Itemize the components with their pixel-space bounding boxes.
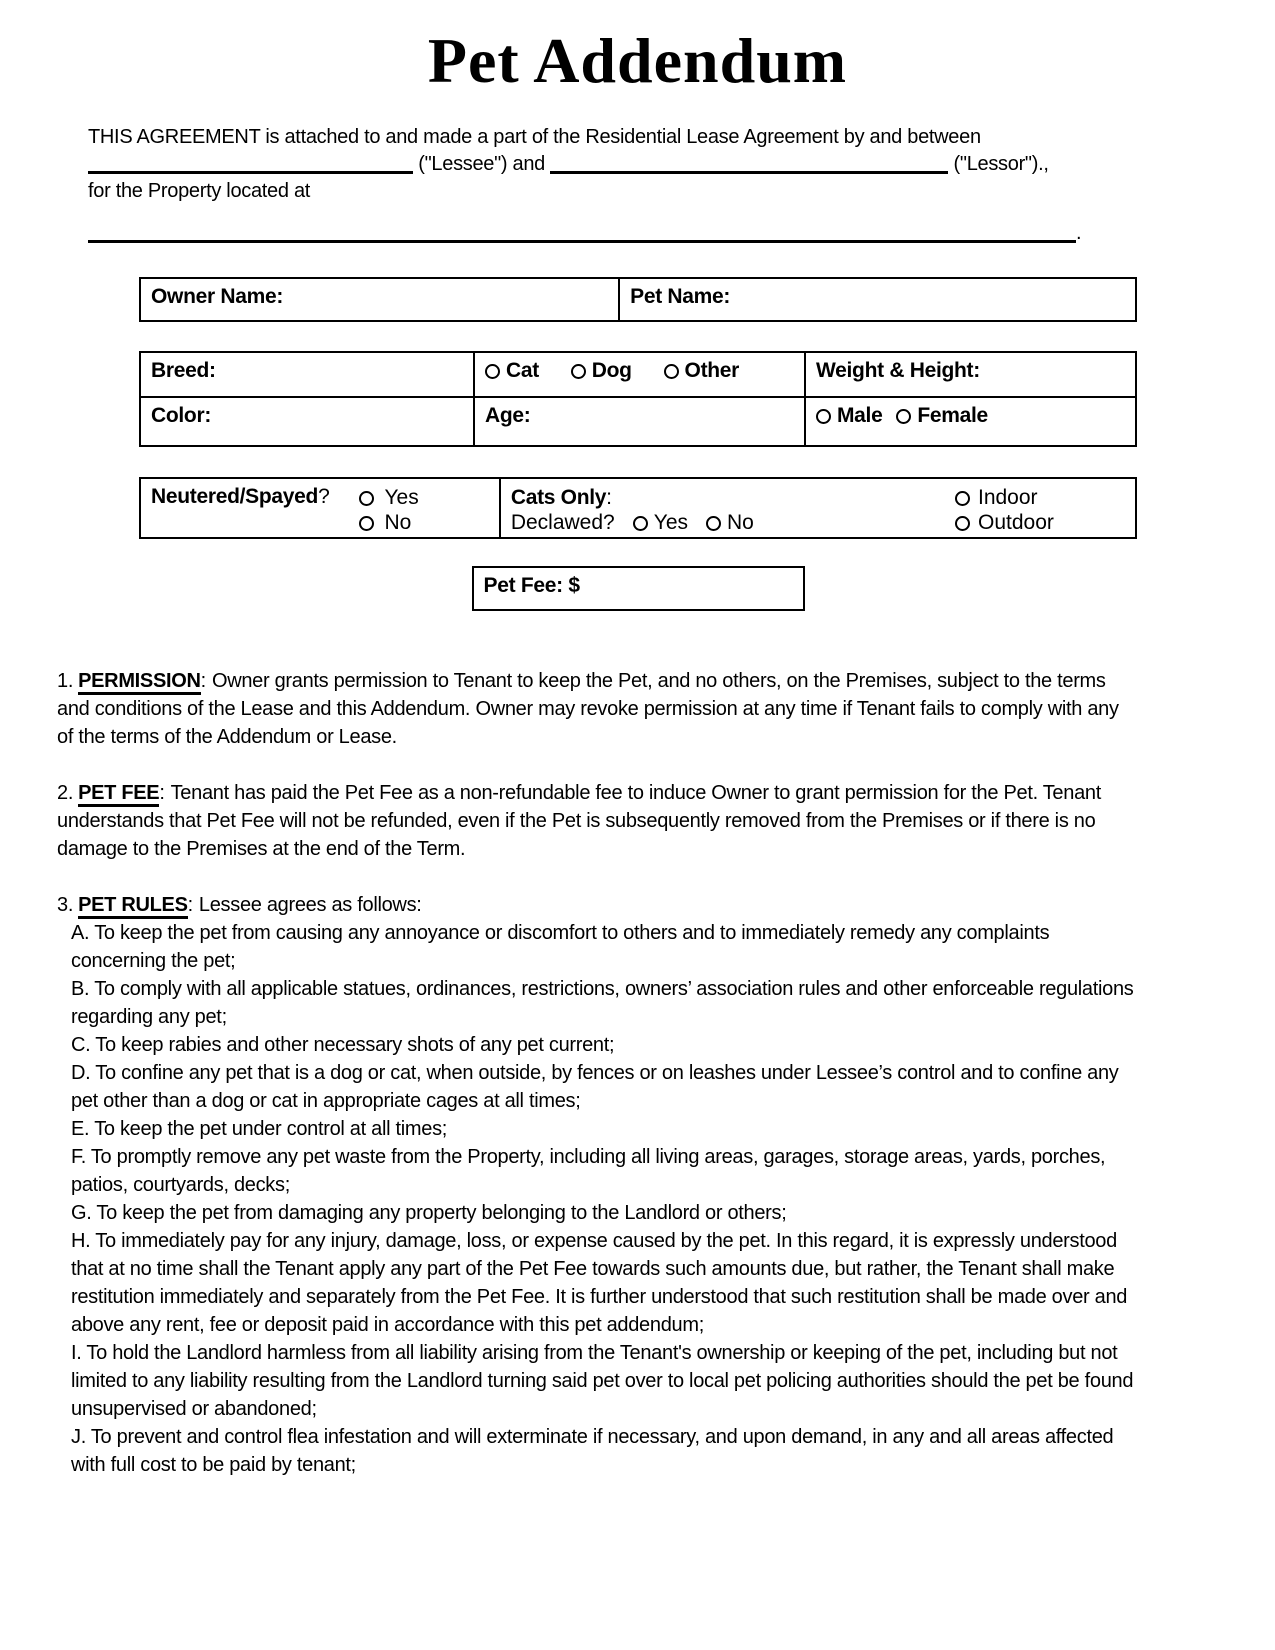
- section-1-heading: PERMISSION: [78, 670, 201, 695]
- cats-only-row-2: [511, 510, 1125, 535]
- section-1-body: Owner grants permission to Tenant to keep the Pet, and no others, on the Premises, subject to the terms and conditions of the Lease and this Addendum. Owner may revoke permission at any time if Tenant fails to comply with any of the terms of the Addendum or Lease.: [57, 670, 1119, 749]
- section-pet-rules: [57, 891, 1135, 1479]
- addendum-sections: [57, 667, 1135, 1479]
- neutered-spayed-qmark: ?: [318, 485, 330, 509]
- sex-field: [804, 398, 1135, 445]
- section-3-heading: PET RULES: [78, 894, 188, 919]
- dog-label: Dog: [591, 359, 632, 383]
- neutered-yes-radio[interactable]: [359, 491, 374, 506]
- pet-form-area: [139, 277, 1137, 611]
- section-1-number: 1.: [57, 670, 74, 693]
- section-3-number: 3.: [57, 894, 74, 917]
- intro-line-3: for the Property located at: [88, 180, 311, 203]
- pet-rule-a: A. To keep the pet from causing any annoyance or discomfort to others and to immediately remedy any complaints concerning the pet;: [71, 922, 1050, 973]
- outdoor-radio[interactable]: [955, 516, 970, 531]
- pet-rules-list: [57, 919, 1135, 1479]
- pet-fee-label: Pet Fee: $: [483, 574, 580, 598]
- indoor-radio[interactable]: [955, 491, 970, 506]
- pet-rule-h: H. To immediately pay for any injury, damage, loss, or expense caused by the pet. In this regard, it is expressly understood that at no time shall the Tenant apply any part of the Pet Fee towards such amounts due, but rather, the Tenant shall make restitution immediately and separately from the Pet Fee. It is further understood that such restitution shall be made over and above any rent, fee or deposit paid in accordance with this pet addendum;: [71, 1230, 1128, 1337]
- pet-fee-box[interactable]: [472, 566, 805, 611]
- property-address-blank[interactable]: [88, 223, 1076, 243]
- male-radio[interactable]: [816, 409, 831, 424]
- age-label: Age:: [484, 404, 531, 428]
- declawed-no-radio[interactable]: [706, 516, 721, 531]
- intro-paragraph: [88, 124, 1098, 247]
- lessor-name-blank[interactable]: [550, 154, 948, 174]
- pet-rule-b: B. To comply with all applicable statues, ordinances, restrictions, owners’ association rules and other enforceable regulations regarding any pet;: [71, 978, 1134, 1029]
- declawed-label: Declawed?: [510, 511, 615, 535]
- cats-only-row-1: [511, 485, 1125, 510]
- document-title: Pet Addendum: [427, 25, 848, 96]
- breed-label: Breed:: [151, 359, 216, 383]
- section-2-separator: :: [159, 782, 165, 805]
- pet-rule-f: F. To promptly remove any pet waste from the Property, including all living areas, garages, storage areas, yards, porches, patios, courtyards, decks;: [71, 1146, 1106, 1197]
- section-2-body: Tenant has paid the Pet Fee as a non-refundable fee to induce Owner to grant permission for the Pet. Tenant understands that Pet Fee will not be refunded, even if the Pet is subsequently removed from the Premises or if there is no damage to the Premises at the end of the Term.: [57, 782, 1101, 861]
- female-label: Female: [917, 404, 988, 428]
- breed-field[interactable]: [141, 353, 473, 396]
- pet-info-row-1: [141, 353, 1135, 396]
- owner-name-field[interactable]: [141, 279, 618, 320]
- cat-label: Cat: [505, 359, 539, 383]
- lessee-name-blank[interactable]: [88, 154, 413, 174]
- cat-radio[interactable]: [485, 364, 500, 379]
- pet-name-label: Pet Name:: [630, 285, 731, 309]
- section-pet-fee: [57, 779, 1135, 863]
- pet-rule-g: G. To keep the pet from damaging any property belonging to the Landlord or others;: [71, 1202, 787, 1225]
- intro-line-4: [88, 220, 1098, 247]
- cats-only-label: Cats Only: [510, 486, 607, 510]
- intro-line-1: THIS AGREEMENT is attached to and made a part of the Residential Lease Agreement by and between: [88, 126, 981, 149]
- color-field[interactable]: [141, 398, 473, 445]
- section-3-intro: [57, 891, 1135, 919]
- age-field[interactable]: [473, 398, 804, 445]
- male-label: Male: [836, 404, 883, 428]
- neutered-spayed-field: [141, 479, 499, 537]
- section-3-separator: :: [187, 894, 193, 917]
- owner-info-table: [139, 277, 1137, 322]
- pet-type-field: [473, 353, 804, 396]
- lessee-label: ("Lessee") and: [418, 153, 546, 176]
- declawed-yes-label: Yes: [653, 511, 688, 535]
- cats-only-colon: :: [606, 486, 612, 510]
- color-label: Color:: [151, 404, 212, 428]
- neutered-no-radio[interactable]: [359, 516, 374, 531]
- section-2-number: 2.: [57, 782, 74, 805]
- pet-rule-j: J. To prevent and control flea infestation and will exterminate if necessary, and upon demand, in any and all areas affected with full cost to be paid by tenant;: [71, 1426, 1114, 1477]
- cats-only-field: [499, 479, 1135, 537]
- neutered-no-label: No: [384, 511, 412, 535]
- intro-line-2: [88, 151, 1098, 178]
- status-table: [139, 477, 1137, 539]
- owner-name-label: Owner Name:: [151, 285, 284, 309]
- neutered-spayed-label: Neutered/Spayed: [151, 485, 319, 509]
- outdoor-label: Outdoor: [977, 511, 1054, 535]
- lessor-label: ("Lessor").,: [953, 153, 1049, 176]
- other-label: Other: [684, 359, 740, 383]
- intro-period: .: [1076, 222, 1082, 245]
- indoor-label: Indoor: [977, 486, 1038, 510]
- other-radio[interactable]: [664, 364, 679, 379]
- pet-info-row-2: [141, 396, 1135, 445]
- pet-info-table: [139, 351, 1137, 447]
- outdoor-option: [955, 510, 1125, 535]
- neutered-yes-label: Yes: [384, 486, 419, 510]
- pet-rule-c: C. To keep rabies and other necessary shots of any pet current;: [71, 1034, 615, 1057]
- neutered-options: [359, 485, 419, 535]
- pet-rule-e: E. To keep the pet under control at all times;: [71, 1118, 448, 1141]
- declawed-yes-radio[interactable]: [633, 516, 648, 531]
- section-2-heading: PET FEE: [78, 782, 159, 807]
- pet-rule-d: D. To confine any pet that is a dog or cat, when outside, by fences or on leashes under Lessee’s control and to confine any pet other than a dog or cat in appropriate cages at all times;: [71, 1062, 1119, 1113]
- weight-height-label: Weight & Height:: [815, 359, 980, 383]
- weight-height-field[interactable]: [804, 353, 1135, 396]
- female-radio[interactable]: [896, 409, 911, 424]
- indoor-option: [955, 485, 1125, 510]
- pet-rule-i: I. To hold the Landlord harmless from all liability arising from the Tenant's ownership or keeping of the pet, including but not limited to any liability resulting from the Landlord turning said pet over to local pet policing authorities should the pet be found unsupervised or abandoned;: [71, 1342, 1134, 1421]
- declawed-no-label: No: [727, 511, 754, 535]
- pet-name-field[interactable]: [618, 279, 1135, 320]
- section-permission: [57, 667, 1135, 751]
- section-1-separator: :: [200, 670, 206, 693]
- dog-radio[interactable]: [571, 364, 586, 379]
- section-3-body: Lessee agrees as follows:: [198, 894, 422, 917]
